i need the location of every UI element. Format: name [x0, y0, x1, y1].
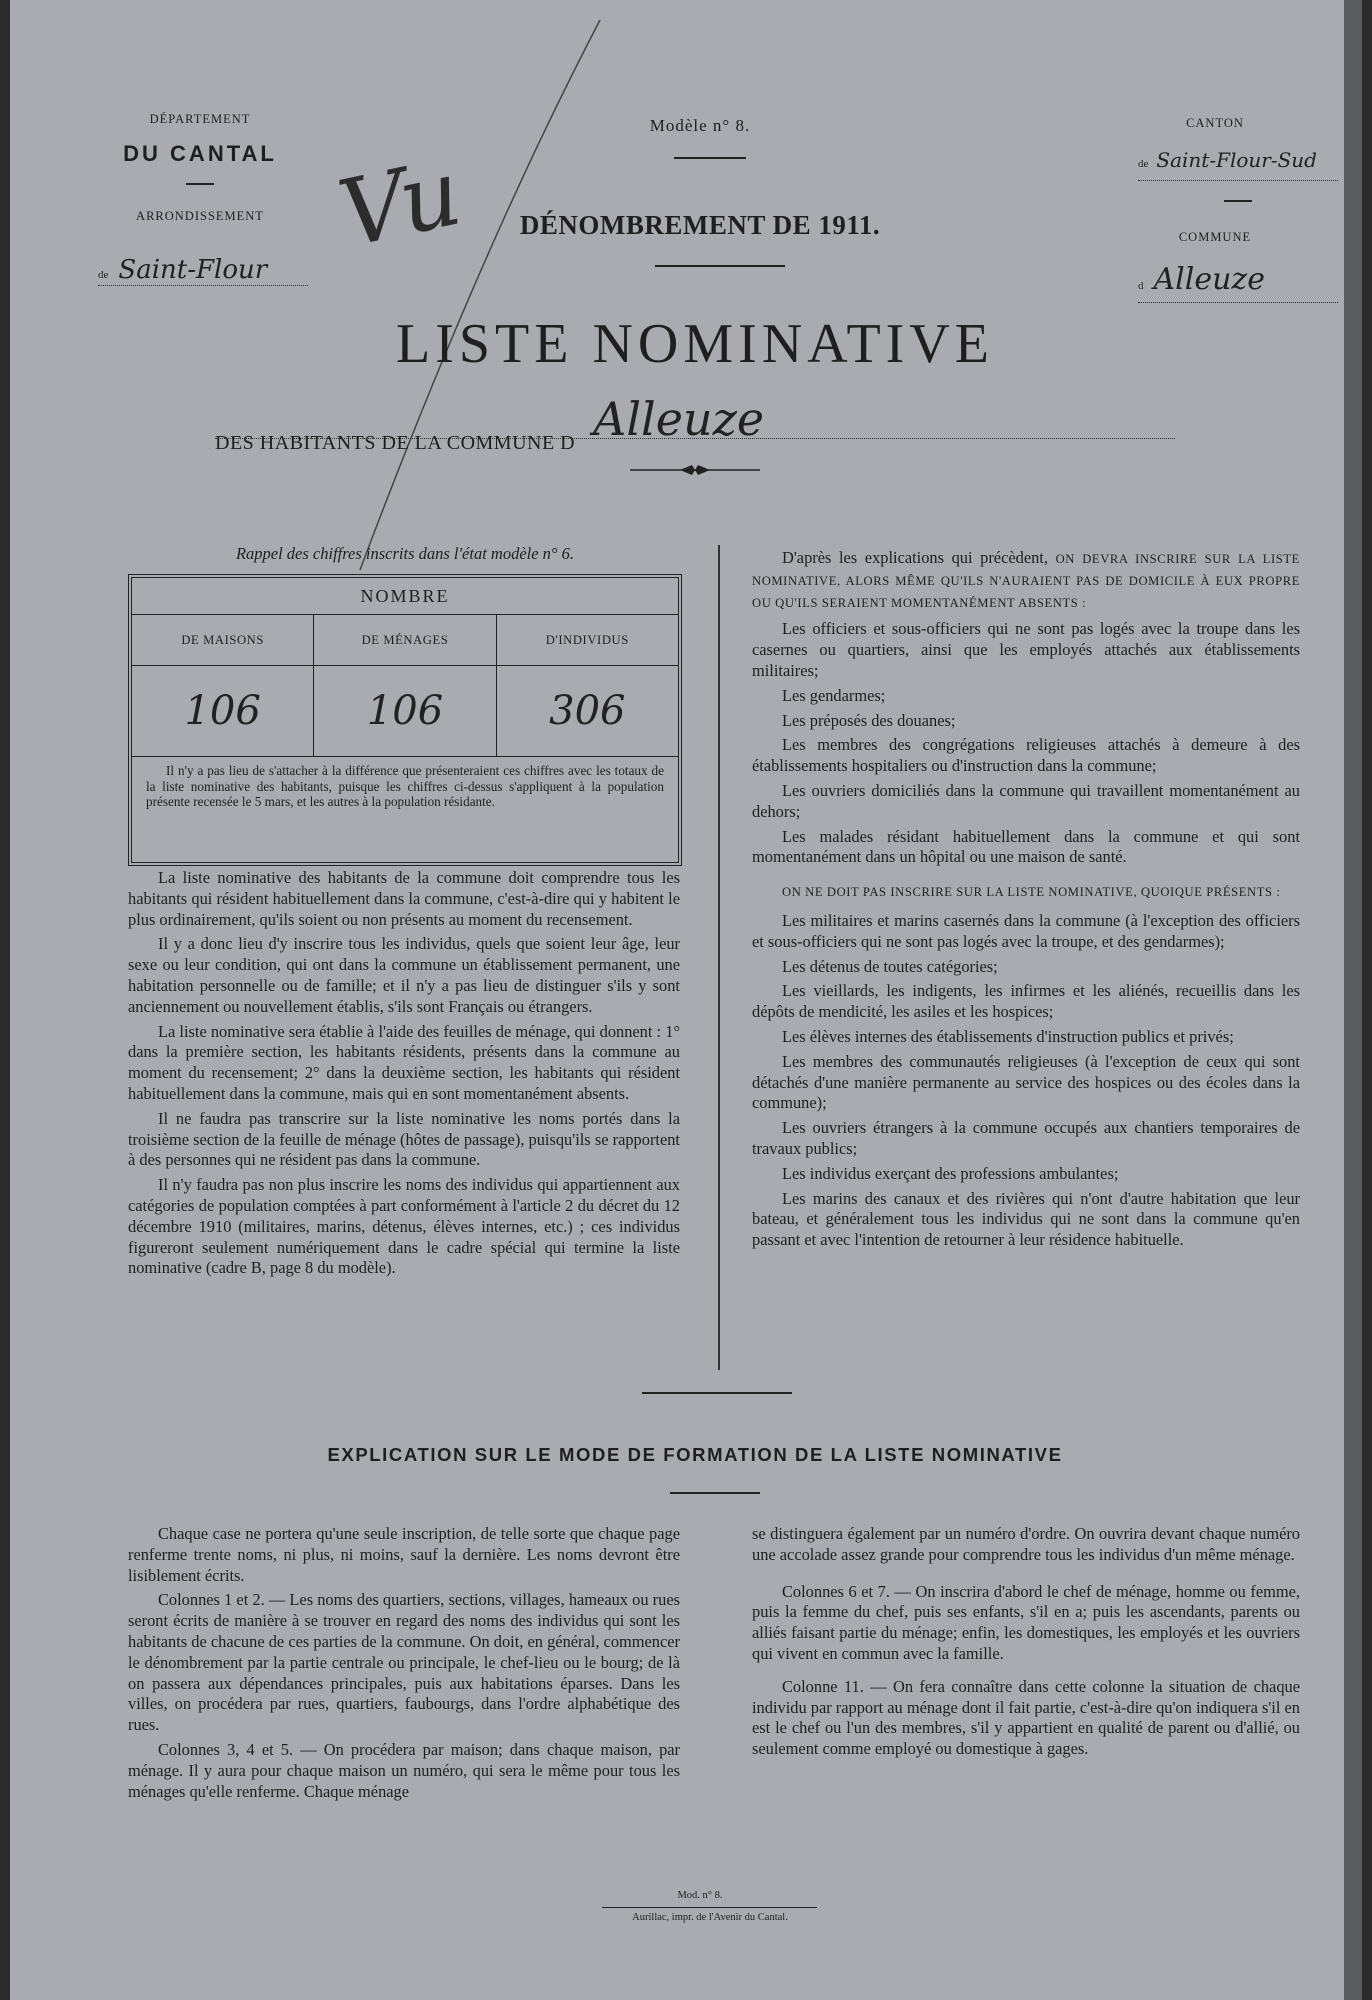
- departement-label: DÉPARTEMENT: [149, 112, 251, 126]
- exclude-item: Les ouvriers étrangers à la commune occupés aux chantiers temporaires de travaux publics;: [752, 1118, 1300, 1158]
- exclude-item: Les marins des canaux et des rivières qui n'ont d'autre habitation que leur bateau, et généralement tous les individus qui ne sont dans la commune qu'en passant et avec l'intention de retourner à leur résidence habituelle.: [752, 1188, 1300, 1250]
- divider: [655, 265, 785, 267]
- explication-heading: EXPLICATION SUR LE MODE DE FORMATION DE LA LISTE NOMINATIVE: [327, 1444, 1063, 1465]
- include-item: Les gendarmes;: [782, 685, 886, 705]
- divider: [674, 157, 746, 159]
- paragraph: Il n'y faudra pas non plus inscrire les noms des individus qui appartiennent aux catégories de population comptées à part conformément à l'article 2 du décret du 12 décembre 1910 (militaires, marins, détenus, élèves internes, etc.) ; ces individus figureront seulement numériquement dans le cadre spécial qui termine la liste nominative (cadre B, page 8 du modèle).: [128, 1175, 680, 1278]
- arrondissement-value: Saint-Flour: [118, 255, 268, 285]
- include-item: Les malades résidant habituellement dans la commune et qui sont momentanément dans un hôpital ou une maison de santé.: [752, 826, 1300, 867]
- right-intro-caps: ON DEVRA INSCRIRE SUR LA LISTE NOMINATIVE, ALORS MÊME QU'ILS N'AURAIENT PAS DE DOMICILE À EUX PROPRE OU QU'ILS SERAIENT MOMENTANÉMENT ABSENTS :: [752, 552, 1300, 610]
- box-header: NOMBRE: [132, 578, 678, 615]
- exclude-heading: ON NE DOIT PAS INSCRIRE SUR LA LISTE NOMINATIVE, QUOIQUE PRÉSENTS :: [782, 885, 1281, 900]
- subtitle-line: [215, 392, 1175, 454]
- arrondissement-field: [98, 255, 308, 286]
- explication-left: [128, 1524, 680, 1806]
- exclude-item: Les militaires et marins casernés dans la commune (à l'exception des officiers et sous-officiers qui ne sont pas logés avec la troupe, et des gendarmes);: [752, 910, 1300, 951]
- commune-label: COMMUNE: [1178, 230, 1252, 244]
- column-divider: [718, 545, 720, 1370]
- exclude-item: Les membres des communautés religieuses (à l'exception de ceux qui sont détachés d'une manière permanente au service des hospices ou des écoles dans la commune);: [752, 1051, 1300, 1113]
- right-intro: [752, 548, 1300, 613]
- include-item: Les préposés des douanes;: [782, 710, 956, 730]
- canton-label: CANTON: [1186, 116, 1244, 130]
- departement-block: [100, 112, 300, 224]
- denombrement-title: DÉNOMBREMENT DE 1911.: [519, 210, 881, 240]
- modele-number: Modèle n° 8.: [649, 116, 751, 135]
- column-header: DE MÉNAGES: [314, 615, 496, 665]
- ornament: [630, 464, 760, 476]
- divider: [1224, 200, 1252, 202]
- footer-mod: Mod. n° 8.: [677, 1890, 723, 1901]
- individus-value: 306: [549, 688, 626, 734]
- box-note: Il n'y a pas lieu de s'attacher à la différence que présenteraient ces chiffres avec les totaux de la liste nominative des habitants, puisque les chiffres ci-dessus s'appliquent à la population présente recensée le 5 mars, et les autres à la population résidante.: [146, 763, 664, 809]
- canton-value: Saint-Flour-Sud: [1156, 148, 1317, 172]
- column-header: D'INDIVIDUS: [545, 633, 629, 647]
- main-title: LISTE NOMINATIVE: [396, 313, 994, 375]
- explication-paragraph: Colonne 11. — On fera connaître dans cette colonne la situation de chaque individu par rapport au ménage dont il fait partie, c'est-à-dire qu'on indiquera s'il en est le chef ou l'un des membres, s'il y appartient en qualité de parent ou d'allié, ou seulement comme employé ou domestique à gages.: [752, 1676, 1300, 1759]
- canton-block: [1140, 116, 1290, 131]
- menages-value: 106: [314, 666, 496, 756]
- paragraph: Il y a donc lieu d'y inscrire tous les individus, quels que soient leur âge, leur sexe ou leur condition, qui ont dans la commune un établissement permanent, une habitation personnelle ou de famille; et il n'y a pas lieu de distinguer s'ils y sont anciennement ou nouvellement établis, s'ils sont Français ou étrangers.: [128, 934, 680, 1016]
- commune-prefix: d: [1138, 280, 1144, 292]
- box-column-headers: [132, 615, 678, 666]
- explication-paragraph: Colonnes 6 et 7. — On inscrira d'abord le chef de ménage, homme ou femme, puis la femme du chef, puis ses enfants, s'il en a; puis les ascendants, parents ou alliés faisant partie du ménage; enfin, les domestiques, les employés et les ouvriers qui vivent en commun avec la famille.: [752, 1581, 1300, 1663]
- include-item: Les officiers et sous-officiers qui ne sont pas logés avec la troupe dans les casernes ou quartiers, ainsi que les employés attachés aux établissements militaires;: [752, 619, 1300, 680]
- include-item: Les membres des congrégations religieuses attachés à demeure à des établissements hospitaliers ou d'instruction dans la commune;: [752, 735, 1300, 776]
- paragraph: La liste nominative des habitants de la commune doit comprendre tous les habitants qui résident habituellement dans la commune, c'est-à-dire qui y habitent le plus ordinairement, qu'ils soient ou non présents au moment du recensement.: [128, 868, 680, 929]
- commune-label-block: [1140, 230, 1290, 245]
- departement-name: DU CANTAL: [123, 141, 277, 166]
- canton-field: [1138, 148, 1338, 181]
- summary-box: [128, 574, 682, 866]
- divider: [670, 1492, 760, 1494]
- subtitle-value: Alleuze: [593, 392, 765, 446]
- commune-field: [1138, 262, 1338, 303]
- box-caption: Rappel des chiffres inscrits dans l'état modèle n° 6.: [235, 544, 575, 563]
- paragraph: Il ne faudra pas transcrire sur la liste nominative les noms portés dans la troisième section de la feuille de ménage (hôtes de passage), puisqu'ils se rapportent à des personnes qui ne résident pas dans la commune.: [128, 1108, 680, 1170]
- include-item: Les ouvriers domiciliés dans la commune qui travaillent momentanément au dehors;: [752, 780, 1300, 821]
- census-page: [10, 0, 1362, 2000]
- exclude-item: Les vieillards, les indigents, les infirmes et les aliénés, recueillis dans les dépôts de mendicité, les asiles et les hospices;: [752, 981, 1300, 1022]
- divider: [642, 1392, 792, 1394]
- divider: [186, 183, 214, 185]
- explication-paragraph: Colonnes 3, 4 et 5. — On procédera par maison; dans chaque maison, par ménage. Il y aura pour chaque maison un numéro, qui sera le même pour tous les ménages qu'elle renferme. Chaque ménage: [128, 1739, 680, 1801]
- explication-right: [752, 1524, 1300, 1764]
- left-column: [128, 868, 680, 1283]
- subtitle-prefix: DES HABITANTS DE LA COMMUNE D: [215, 432, 576, 454]
- margin-mark: Vu: [330, 138, 470, 269]
- footer-printer: Aurillac, impr. de l'Avenir du Cantal.: [632, 1912, 788, 1923]
- paragraph: La liste nominative sera établie à l'aide des feuilles de ménage, qui donnent : 1° dans la première section, les habitants résidents, présents dans la commune au moment du recensement; 2° dans la deuxième section, les habitants qui résident habituellement dans la commune, mais qui en sont momentanément absents.: [128, 1021, 680, 1103]
- right-column: [752, 548, 1300, 1255]
- box-values: [132, 666, 678, 757]
- explication-paragraph: Chaque case ne portera qu'une seule inscription, de telle sorte que chaque page renferme trente noms, ni plus, ni moins, sauf la dernière. Les noms devront être lisiblement écrits.: [128, 1524, 680, 1585]
- explication-paragraph: se distinguera également par un numéro d'ordre. On ouvrira devant chaque numéro une accolade assez grande pour comprendre tous les individus d'un même ménage.: [752, 1524, 1300, 1564]
- exclude-item: Les individus exerçant des professions ambulantes;: [782, 1163, 1119, 1183]
- column-header: DE MAISONS: [132, 615, 314, 665]
- arrondissement-label: ARRONDISSEMENT: [136, 209, 264, 223]
- arrondissement-prefix: de: [98, 269, 109, 281]
- commune-value: Alleuze: [1153, 262, 1265, 297]
- exclude-item: Les élèves internes des établissements d'instruction publics et privés;: [782, 1026, 1234, 1046]
- explication-paragraph: Colonnes 1 et 2. — Les noms des quartiers, sections, villages, hameaux ou rues seront écrits de manière à se trouver en regard des noms des individus qui sont les habitants de chacune de ces parties de la commune. On doit, en général, commencer le dénombrement par la partie centrale ou principale, le chef-lieu ou le bourg; de là on passera aux dépendances principales, puis aux habitations éparses. Dans les villes, on procédera par rues, quartiers, faubourgs, dans l'ordre alphabétique des rues.: [128, 1590, 680, 1735]
- exclude-item: Les détenus de toutes catégories;: [782, 956, 998, 976]
- divider: [602, 1907, 817, 1908]
- maisons-value: 106: [132, 666, 314, 756]
- pencil-stroke: [340, 20, 620, 580]
- canton-prefix: de: [1138, 158, 1149, 170]
- right-intro-lead: D'après les explications qui précèdent,: [782, 548, 1048, 567]
